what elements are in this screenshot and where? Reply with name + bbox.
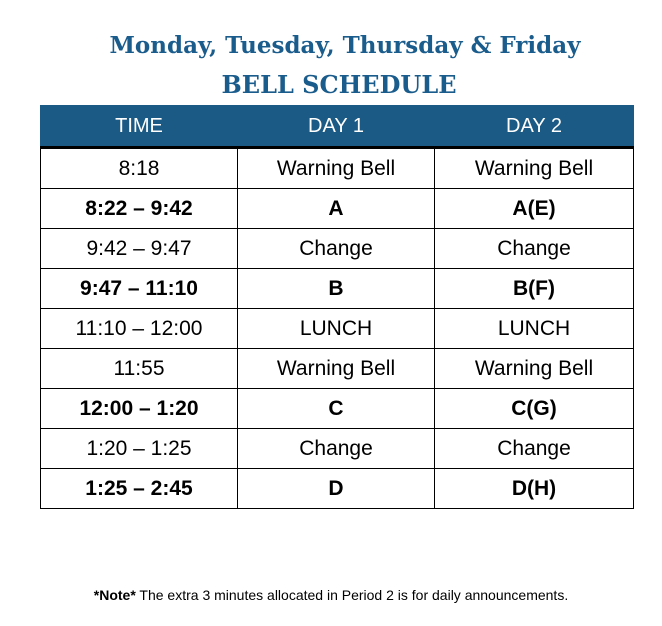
cell-day1: Warning Bell [238,349,435,389]
cell-day2: B(F) [435,269,634,309]
cell-day1: C [238,389,435,429]
header-day2: DAY 2 [435,106,634,148]
cell-day2: Change [435,429,634,469]
table-row [41,429,634,469]
header-day1: DAY 1 [238,106,435,148]
table-row [41,469,634,509]
cell-time: 12:00 – 1:20 [41,389,238,429]
cell-day1: Change [238,429,435,469]
cell-time: 11:55 [41,349,238,389]
note-text: The extra 3 minutes allocated in Period 2 is for daily announcements. [135,587,569,603]
cell-time: 11:10 – 12:00 [41,309,238,349]
page-title-schedule: BELL SCHEDULE [221,70,457,99]
table-body [41,148,634,509]
cell-time: 9:47 – 11:10 [41,269,238,309]
cell-day1: LUNCH [238,309,435,349]
header-time: TIME [41,106,238,148]
cell-day2: D(H) [435,469,634,509]
cell-time: 1:20 – 1:25 [41,429,238,469]
cell-time: 8:22 – 9:42 [41,189,238,229]
table-row [41,269,634,309]
table-row [41,309,634,349]
table-row [41,389,634,429]
cell-time: 9:42 – 9:47 [41,229,238,269]
table-row [41,189,634,229]
cell-time: 8:18 [41,148,238,189]
cell-day1: D [238,469,435,509]
page-title-days: Monday, Tuesday, Thursday & Friday [109,32,581,59]
table-row [41,229,634,269]
bell-schedule-table [40,105,634,509]
cell-time: 1:25 – 2:45 [41,469,238,509]
table-header-row [41,106,634,148]
cell-day2: Change [435,229,634,269]
cell-day1: Warning Bell [238,148,435,189]
cell-day2: Warning Bell [435,349,634,389]
table-row [41,349,634,389]
note-label: *Note* [93,587,136,603]
cell-day2: LUNCH [435,309,634,349]
cell-day1: B [238,269,435,309]
table-row [41,148,634,189]
cell-day2: C(G) [435,389,634,429]
cell-day1: Change [238,229,435,269]
cell-day2: Warning Bell [435,148,634,189]
footnote [0,587,662,603]
cell-day2: A(E) [435,189,634,229]
cell-day1: A [238,189,435,229]
